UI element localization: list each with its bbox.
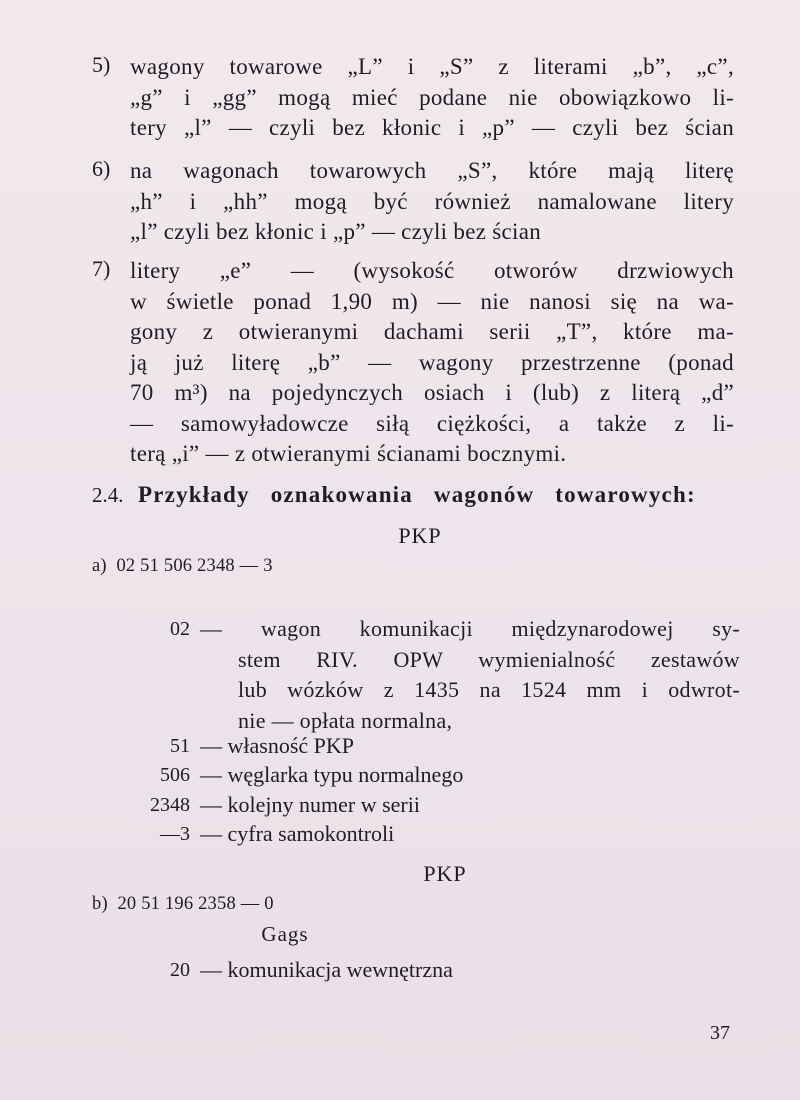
legend-text: — komunikacja wewnętrzna xyxy=(200,957,453,982)
legend-code: —3 xyxy=(160,823,190,845)
text-line: 70 m³) na pojedynczych osiach i (lub) z literą „d” xyxy=(130,380,734,405)
section-number: 2.4. xyxy=(92,483,124,507)
text-line: wagony towarowe „L” i „S” z literami „b”, „c”, xyxy=(130,54,734,79)
example-a-code xyxy=(92,556,273,577)
item-number: 7) xyxy=(92,256,111,281)
text-line: stem RIV. OPW wymienialność zestawów xyxy=(238,646,740,672)
text-line: lub wózków z 1435 na 1524 mm i odwrot- xyxy=(238,677,740,702)
legend-text: — węglarka typu normalnego xyxy=(200,762,464,787)
example-label: b) xyxy=(92,894,108,914)
owner-label-a: PKP xyxy=(398,523,442,548)
text-line: ją już literę „b” — wagony przestrzenne (ponad xyxy=(130,349,734,375)
wagon-number: 20 51 196 2358 — 0 xyxy=(117,894,274,914)
item-text xyxy=(130,156,734,248)
example-b-code xyxy=(92,894,274,915)
text-line: tery „l” — czyli bez kłonic i „p” — czyli bez ścian xyxy=(130,115,734,140)
owner-label-b: PKP xyxy=(423,861,467,886)
legend-text: — własność PKP xyxy=(200,733,355,758)
legend-code: 20 xyxy=(170,959,190,981)
page-number: 37 xyxy=(710,1022,730,1044)
text-line: na wagonach towarowych „S”, które mają literę xyxy=(130,158,734,183)
item-text xyxy=(130,52,734,144)
text-line: „h” i „hh” mogą być również namalowane litery xyxy=(130,188,734,214)
item-number: 6) xyxy=(92,156,111,181)
text-line: — wagon komunikacji międzynarodowej sy- xyxy=(200,616,740,641)
wagon-number: 02 51 506 2348 — 3 xyxy=(116,556,273,576)
text-line: w świetle ponad 1,90 m) — nie nanosi się na wa- xyxy=(130,288,734,314)
item-number: 5) xyxy=(92,52,111,77)
legend-text: — cyfra samokontroli xyxy=(200,821,395,846)
section-heading xyxy=(92,480,732,510)
text-line: „g” i „gg” mogą mieć podane nie obowiązkowo li- xyxy=(130,84,734,110)
example-label: a) xyxy=(92,556,107,576)
legend-code: 506 xyxy=(160,764,190,786)
text-line: terą „i” — z otwieranymi ścianami bocznymi. xyxy=(130,441,567,466)
legend-code: 02 xyxy=(170,618,190,640)
wagon-type: Gags xyxy=(261,922,309,946)
legend-code: 51 xyxy=(170,735,190,757)
text-line: litery „e” — (wysokość otworów drzwiowych xyxy=(130,258,734,283)
text-line: — samowyładowcze siłą ciężkości, a także z li- xyxy=(130,410,734,436)
text-line: nie — opłata normalna, xyxy=(238,707,453,733)
legend-code: 2348 xyxy=(150,794,190,816)
legend-text: — kolejny numer w serii xyxy=(200,792,420,817)
section-title: Przykłady oznakowania wagonów towarowych: xyxy=(138,482,696,507)
text-line: gony z otwieranymi dachami serii „T”, które ma- xyxy=(130,319,734,344)
item-text xyxy=(130,256,734,470)
legend-text xyxy=(200,614,740,736)
text-line: „l” czyli bez kłonic i „p” — czyli bez ścian xyxy=(130,219,542,244)
